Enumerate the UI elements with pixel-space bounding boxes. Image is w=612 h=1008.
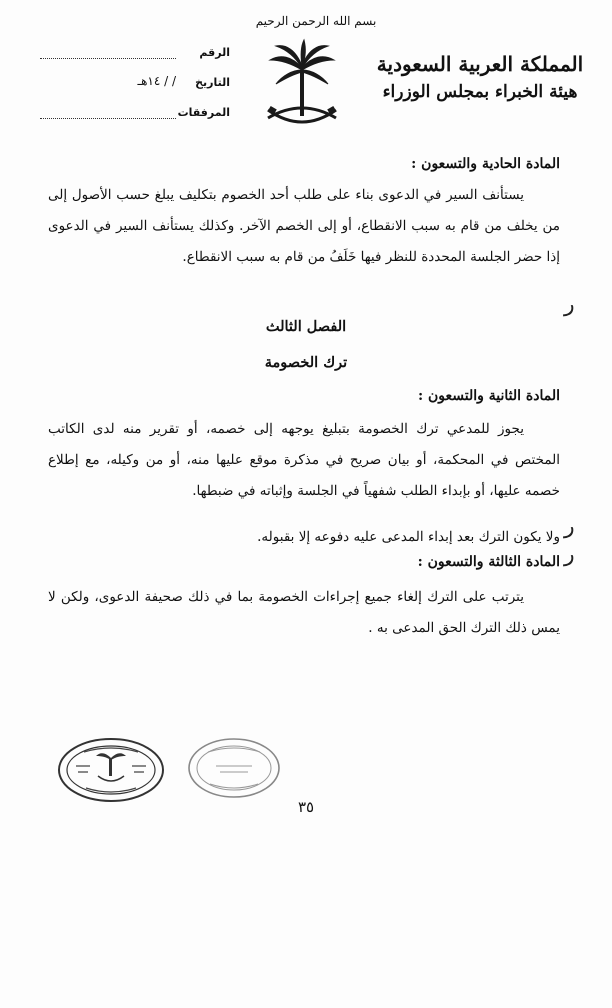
attachments-line <box>40 118 176 119</box>
chapter-title: الفصل الثالث <box>265 318 347 335</box>
bismillah-text: بسم الله الرحمن الرحيم <box>255 14 377 28</box>
org-name-line2: هيئة الخبراء بمجلس الوزراء <box>382 82 578 102</box>
article-92-title: المادة الثانية والتسعون : <box>417 388 560 404</box>
official-seal-icon <box>56 736 166 804</box>
chapter-subtitle: ترك الخصومة <box>264 354 348 371</box>
page-number: ٣٥ <box>297 798 315 816</box>
date-template: / / ١٤هـ <box>137 74 176 88</box>
attachments-field <box>40 104 230 126</box>
article-92-body <box>48 414 560 507</box>
palm-and-swords-emblem-icon <box>262 38 342 138</box>
article-91-title: المادة الحادية والتسعون : <box>411 156 560 172</box>
article-92-body-2 <box>48 522 560 553</box>
reference-line <box>40 58 176 59</box>
date-label: التاريخ <box>195 76 230 89</box>
margin-mark: ر <box>564 514 575 539</box>
article-93-paragraph: يترتب على الترك إلغاء جميع إجراءات الخصومة بما في ذلك صحيفة الدعوى، ولكن لا يمس ذلك الترك الحق المدعى به . <box>48 589 560 636</box>
margin-mark: ر <box>564 542 575 567</box>
article-91-paragraph: يستأنف السير في الدعوى بناء على طلب أحد الخصوم بتكليف يبلغ حسب الأصول إلى من يخلف من قام به سبب الانقطاع، أو إلى الخصم الآخر. وكذلك يستأنف السير في الدعوى إذا حضر الجلسة المحددة للنظر فيها خَلَفُ من قام به سبب الانقطاع. <box>48 187 560 265</box>
article-91-body <box>48 180 560 273</box>
reference-label: الرقم <box>199 46 230 59</box>
article-93-title: المادة الثالثة والتسعون : <box>417 554 560 570</box>
date-field <box>40 74 230 96</box>
article-92-paragraph-2: ولا يكون الترك بعد إبداء المدعى عليه دفوعه إلا بقبوله. <box>257 529 560 545</box>
official-seal-icon <box>186 736 282 800</box>
org-name-line1: المملكة العربية السعودية <box>376 52 584 76</box>
reference-field <box>40 44 230 66</box>
attachments-label: المرفقات <box>177 106 230 119</box>
margin-mark: ر <box>564 292 575 317</box>
article-93-body <box>48 582 560 644</box>
article-92-paragraph-1: يجوز للمدعي ترك الخصومة بتبليغ يوجهه إلى خصمه، أو تقرير منه لدى الكاتب المختص في المحكمة، أو بيان صريح في مذكرة موقع عليها منه، أو من وكيله، مع إطلاع خصمه عليها، أو بإبداء الطلب شفهياً في الجلسة وإثباته في ضبطها. <box>48 421 560 499</box>
